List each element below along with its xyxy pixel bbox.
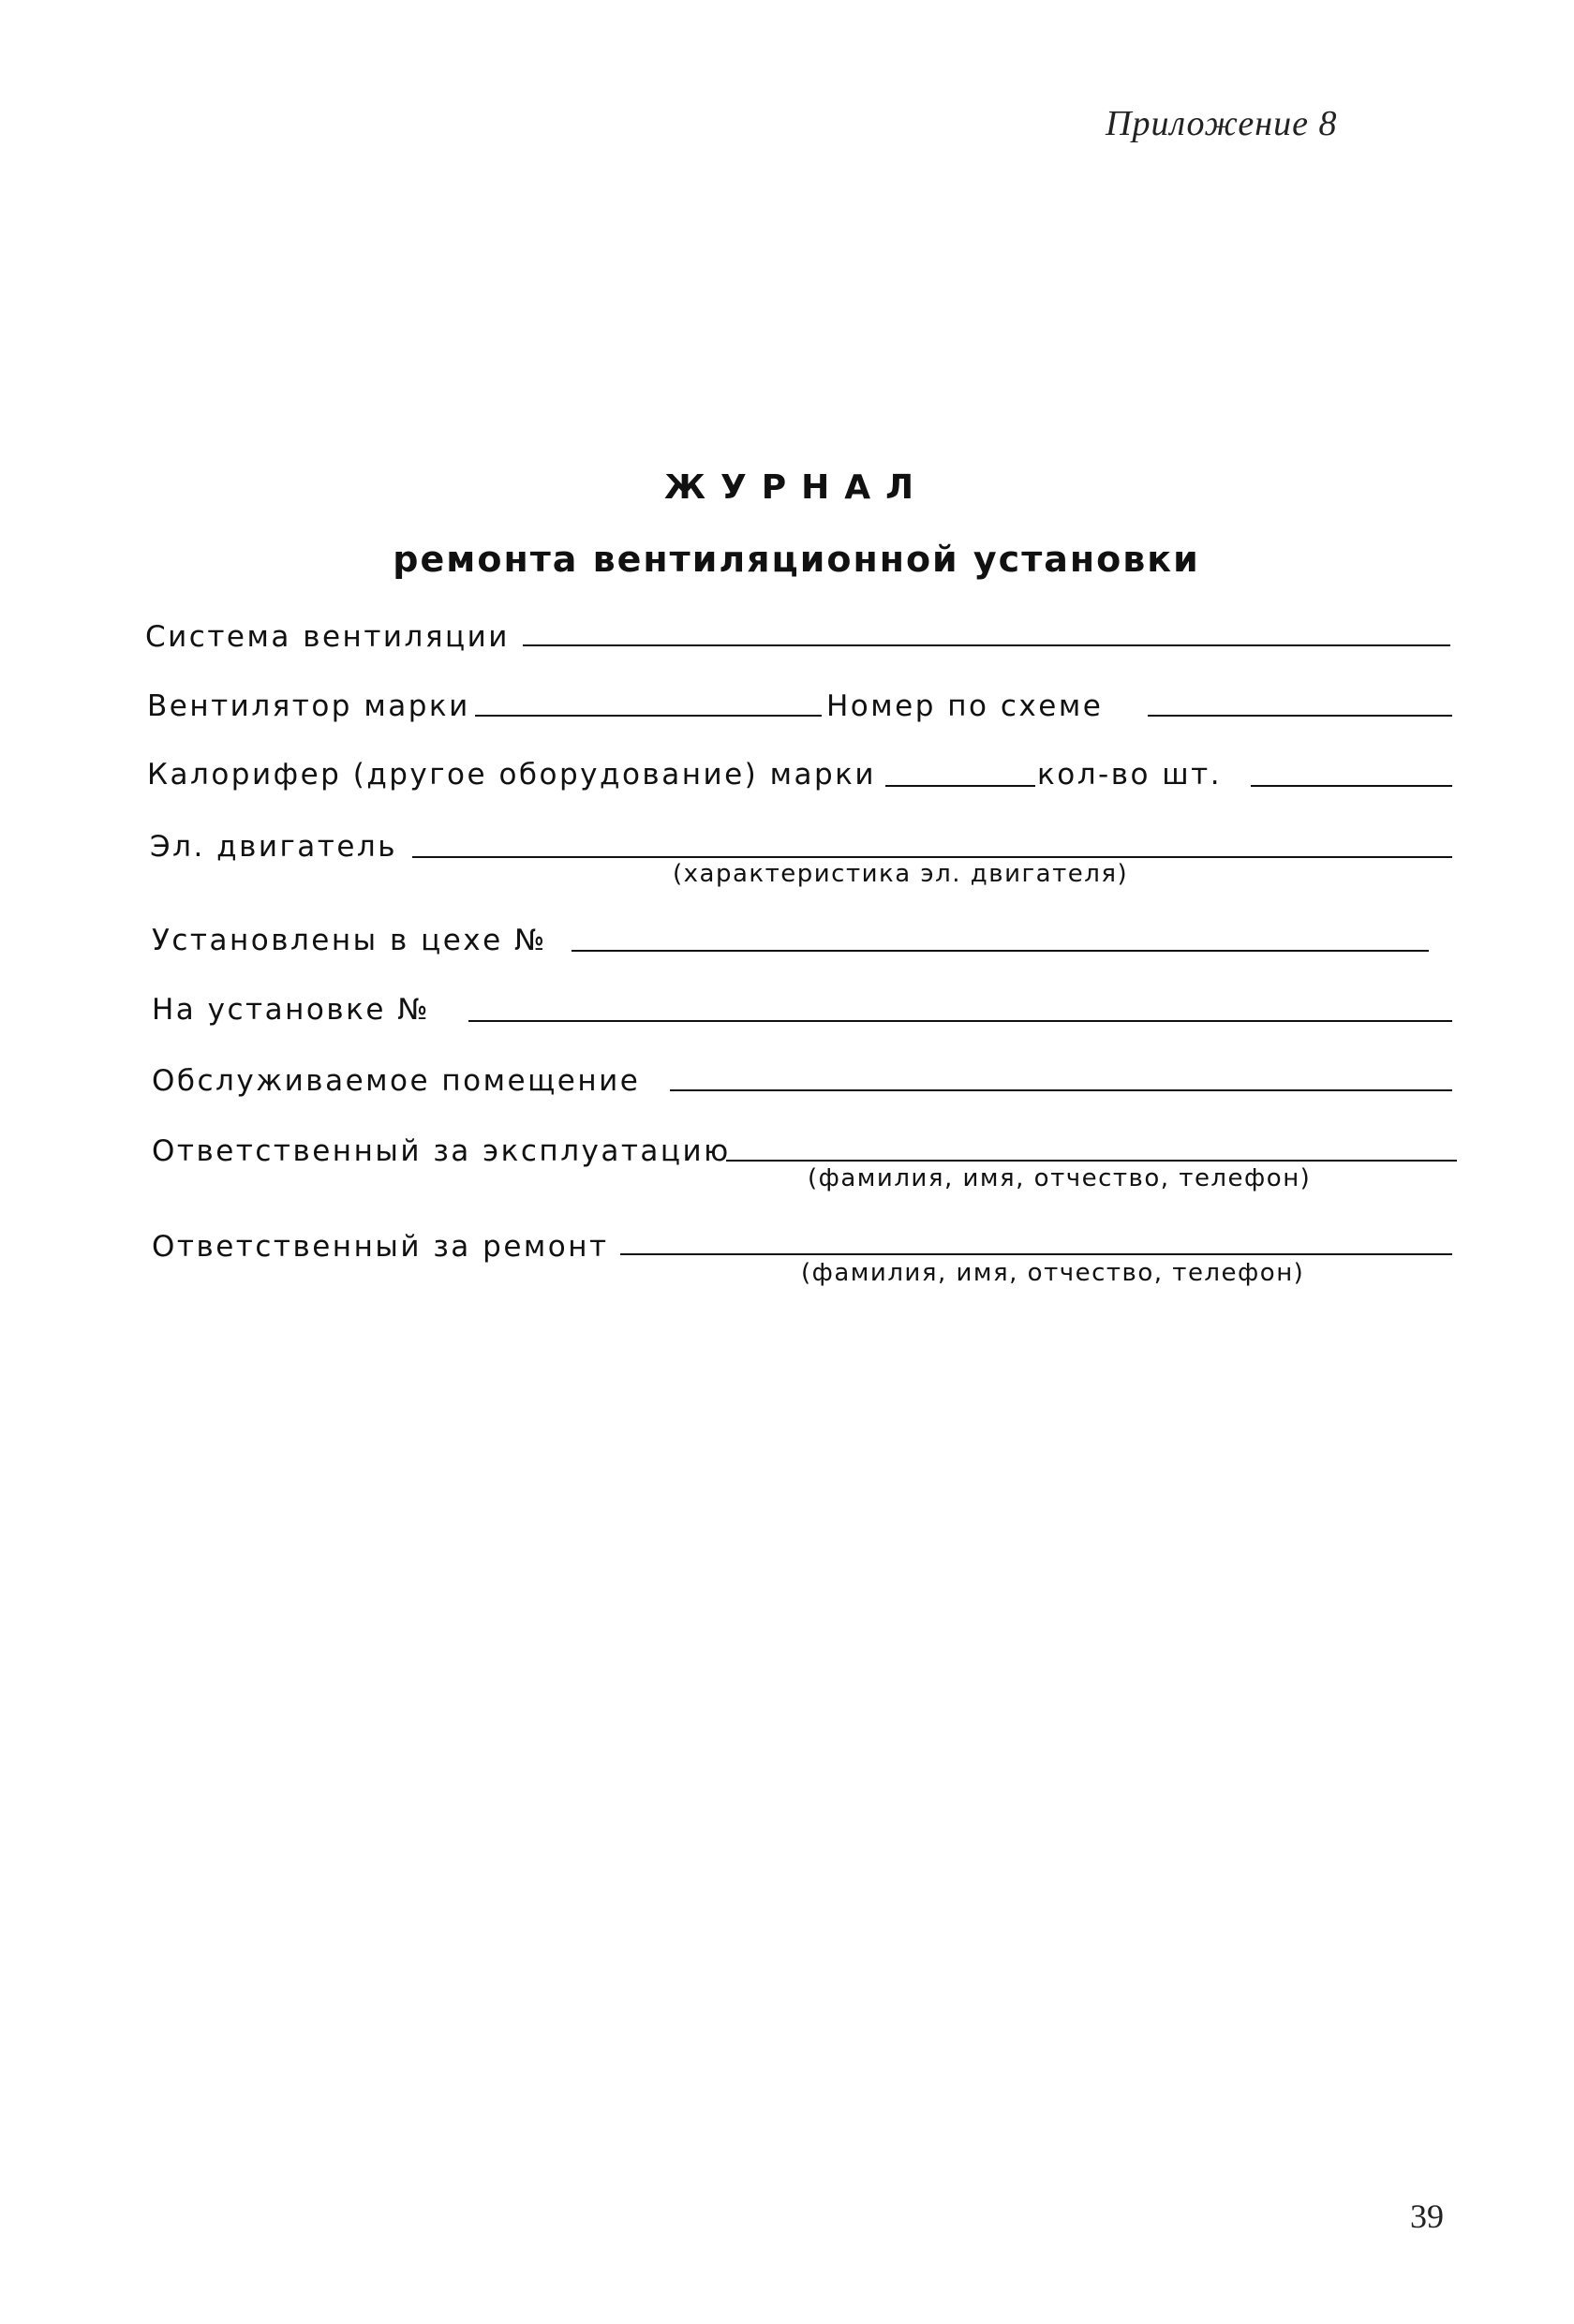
quantity-input-line[interactable] [1251,785,1452,787]
page-number: 39 [1410,2198,1444,2235]
field-label-installed-workshop: Установлены в цехе № [152,924,547,957]
heater-brand-input-line[interactable] [885,785,1035,787]
fan-brand-input-line[interactable] [475,715,822,717]
responsible-operation-caption: (фамилия, имя, отчество, телефон) [808,1164,1312,1192]
motor-caption: (характеристика эл. двигателя) [673,860,1129,888]
field-label-served-room: Обслуживаемое помещение [152,1064,641,1098]
field-label-responsible-operation: Ответственный за эксплуатацию [152,1134,731,1168]
scheme-number-input-line[interactable] [1148,715,1452,717]
system-input-line[interactable] [523,644,1450,646]
field-label-motor: Эл. двигатель [150,830,398,864]
field-label-scheme-number: Номер по схеме [826,689,1104,723]
responsible-repair-input-line[interactable] [620,1253,1452,1255]
installation-input-line[interactable] [468,1020,1452,1022]
served-room-input-line[interactable] [670,1089,1452,1091]
responsible-repair-caption: (фамилия, имя, отчество, телефон) [801,1259,1305,1287]
document-title: ЖУРНАЛ [663,468,929,507]
field-label-heater: Калорифер (другое оборудование) марки [147,758,877,792]
field-label-responsible-repair: Ответственный за ремонт [152,1230,609,1264]
field-label-system: Система вентиляции [145,620,510,654]
field-label-quantity: кол-во шт. [1037,758,1223,792]
workshop-input-line[interactable] [572,950,1429,952]
appendix-label: Приложение 8 [1106,104,1338,143]
responsible-operation-input-line[interactable] [726,1160,1457,1162]
document-subtitle: ремонта вентиляционной установки [393,539,1200,580]
field-label-installation-no: На установке № [152,993,431,1027]
motor-input-line[interactable] [412,856,1452,858]
field-label-fan-brand: Вентилятор марки [147,689,470,723]
